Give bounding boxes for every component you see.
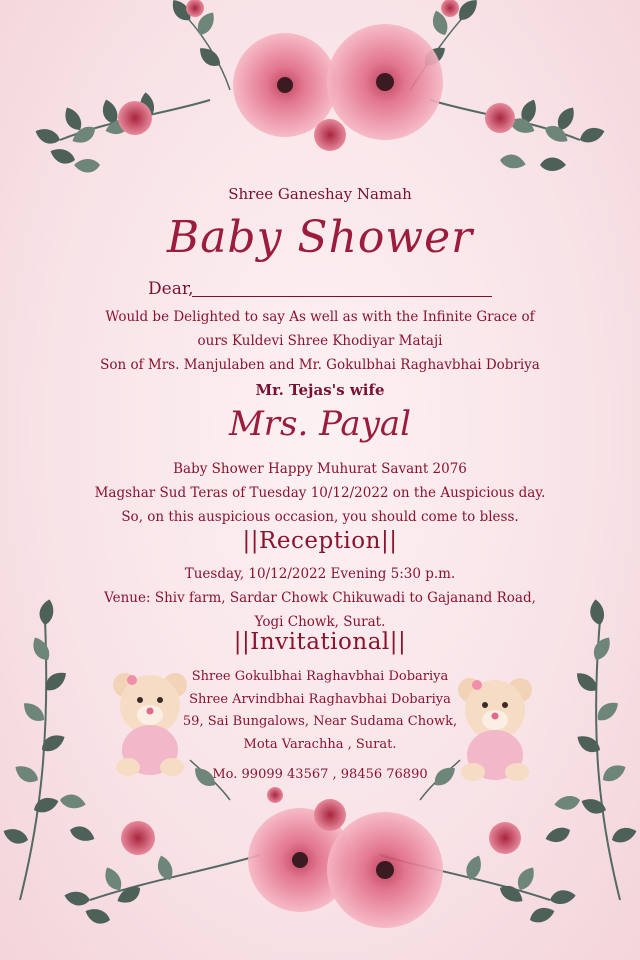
invitational-line: Shree Arvindbhai Raghavbhai Dobariya <box>189 691 451 707</box>
mobile-numbers: Mo. 99099 43567 , 98456 76890 <box>212 767 428 782</box>
invitational-paragraph <box>0 666 640 787</box>
invitational-heading: ||Invitational|| <box>233 629 407 655</box>
intro-paragraph <box>0 305 640 377</box>
invitational-line: Shree Gokulbhai Raghavbhai Dobariya <box>191 669 449 684</box>
reception-line: Tuesday, 10/12/2022 Evening 5:30 p.m. <box>184 566 456 582</box>
intro-line: ours Kuldevi Shree Khodiyar Mataji <box>197 333 443 349</box>
muhurat-line: Magshar Sud Teras of Tuesday 10/12/2022 on the Auspicious day. <box>94 485 546 501</box>
bottom-flowers <box>121 787 521 928</box>
muhurat-paragraph <box>0 457 640 529</box>
husband-line: Mr. Tejas's wife <box>255 381 385 399</box>
invitational-line: 59, Sai Bungalows, Near Sudama Chowk, <box>182 714 458 729</box>
dear-label: Dear, <box>148 279 194 299</box>
top-flowers <box>118 0 515 151</box>
reception-paragraph <box>0 562 640 634</box>
page-title: Baby Shower <box>166 212 474 263</box>
muhurat-line: So, on this auspicious occasion, you should come to bless. <box>121 509 519 525</box>
intro-line: Son of Mrs. Manjulaben and Mr. Gokulbhai Raghavbhai Dobriya <box>100 357 540 373</box>
reception-line: Yogi Chowk, Surat. <box>254 614 386 630</box>
honoree-name: Mrs. Payal <box>228 404 412 444</box>
muhurat-line: Baby Shower Happy Muhurat Savant 2076 <box>173 461 467 477</box>
name-blank-line <box>192 296 492 297</box>
reception-line: Venue: Shiv farm, Sardar Chowk Chikuwadi to Gajanand Road, <box>104 590 536 606</box>
intro-line: Would be Delighted to say As well as with the Infinite Grace of <box>105 309 535 325</box>
invitational-line: Mota Varachha , Surat. <box>243 736 397 752</box>
greeting-top: Shree Ganeshay Namah <box>228 185 412 203</box>
reception-heading: ||Reception|| <box>242 528 398 554</box>
